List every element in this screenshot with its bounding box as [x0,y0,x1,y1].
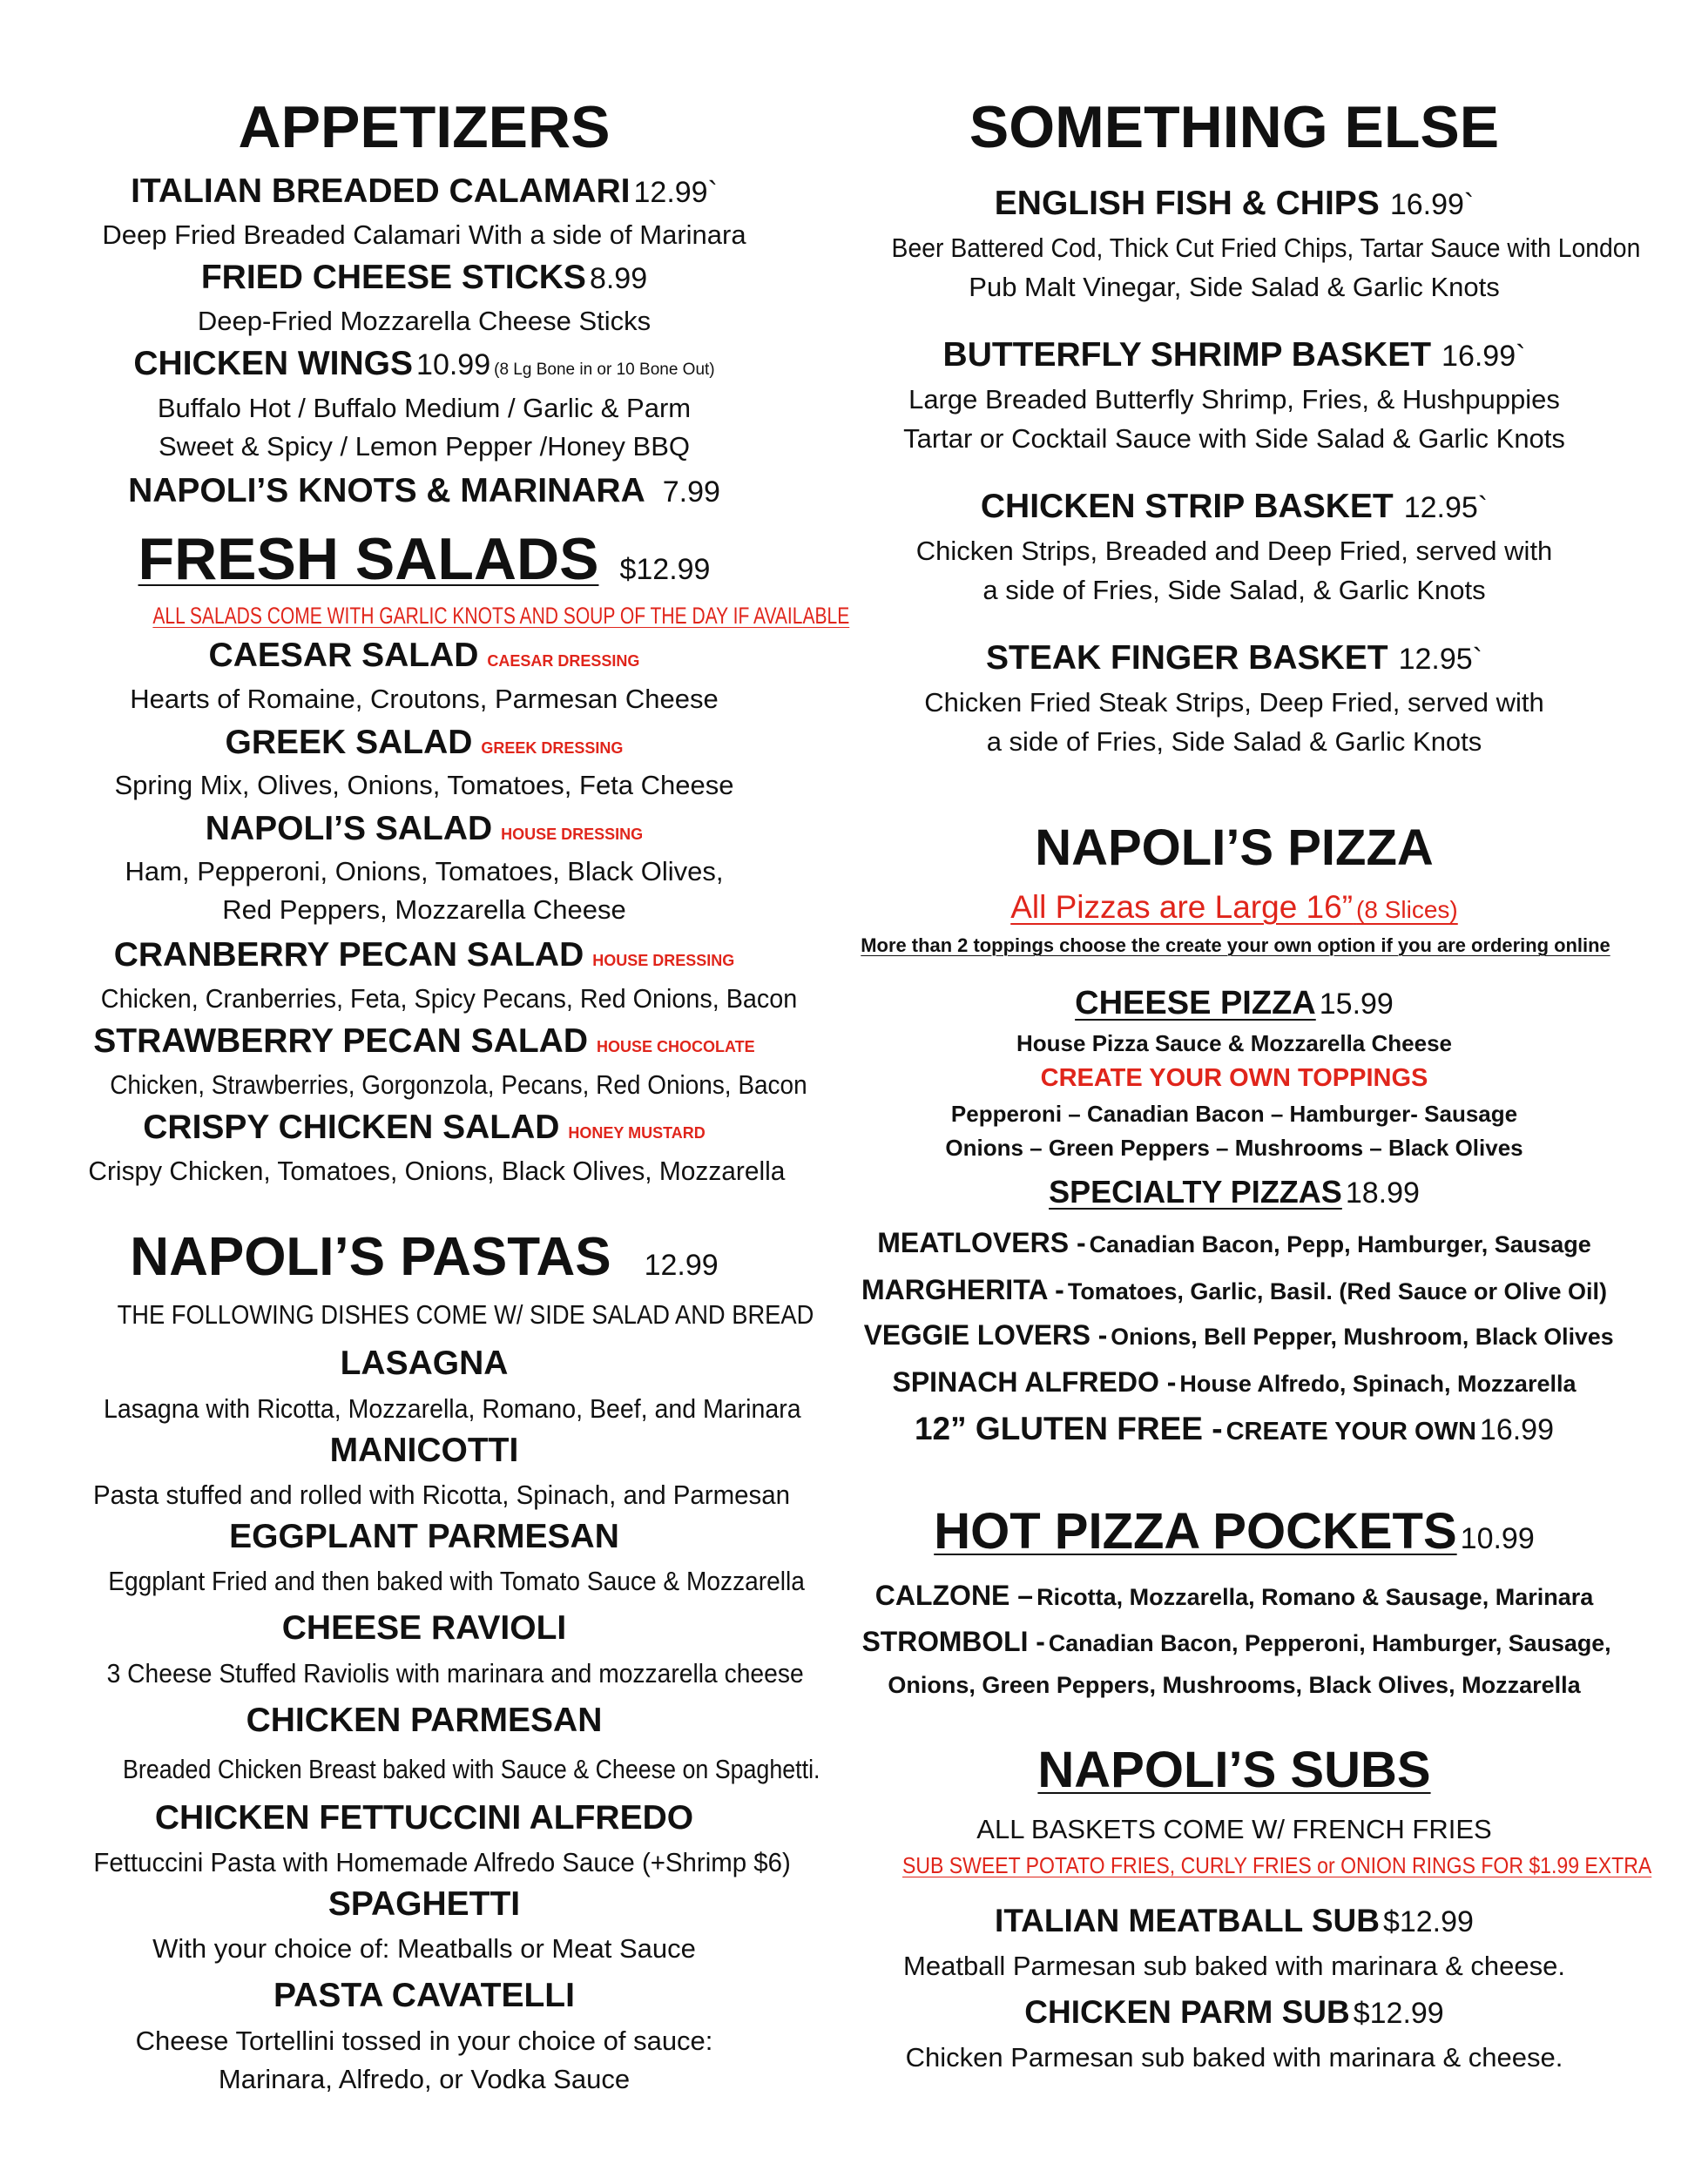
item-price: 15.99 [1319,988,1394,1021]
item-description: Large Breaded Butterfly Shrimp, Fries, & Hushpuppies [908,384,1560,415]
pastas-header [76,1227,773,1287]
toppings-list: Pepperoni – Canadian Bacon – Hamburger- Sausage [950,1101,1518,1127]
menu-item-row [860,489,1609,523]
item-name: MARGHERITA - [861,1274,1064,1305]
something-else-title: SOMETHING ELSE [969,94,1500,160]
item-description: Chicken, Strawberries, Gorgonzola, Pecans, Red Onions, Bacon [110,1069,807,1100]
item-dressing: HONEY MUSTARD [568,1124,706,1142]
item-description: Onions, Green Peppers, Mushrooms, Black Olives, Mozzarella [888,1672,1581,1698]
item-price: 16.99` [1442,340,1526,373]
salad-name-row [76,812,773,846]
item-name: CALZONE – [874,1580,1034,1611]
menu-item-cheese-sticks [76,260,773,294]
item-description: Sweet & Spicy / Lemon Pepper /Honey BBQ [159,431,690,462]
pizza-size-note [860,891,1609,923]
item-dressing: HOUSE DRESSING [592,952,735,969]
item-description: Chicken Strips, Breaded and Deep Fried, served with [915,536,1553,566]
menu-item-calamari [76,174,773,208]
item-description: Marinara, Alfredo, or Vodka Sauce [218,2064,631,2094]
item-description: a side of Fries, Side Salad & Garlic Knots [986,726,1482,757]
pizza-title: NAPOLI’S PIZZA [1035,819,1434,876]
item-dressing: GREEK DRESSING [481,739,624,757]
item-description: Ricotta, Mozzarella, Romano & Sausage, Marinara [1036,1584,1594,1610]
item-description: Spring Mix, Olives, Onions, Tomatoes, Feta Cheese [114,770,734,800]
slices-note: (8 Slices) [1356,896,1458,923]
menu-item-row [860,338,1609,372]
menu-item-row [860,641,1609,675]
menu-item-row [860,186,1609,220]
item-name: CRISPY CHICKEN SALAD [143,1109,560,1146]
pockets-title: HOT PIZZA POCKETS [934,1503,1457,1560]
item-name: CHICKEN WINGS [133,345,414,382]
item-description: Chicken Parmesan sub baked with marinara & cheese. [905,2042,1563,2073]
item-price: 12.99` [633,176,718,209]
item-name: CAESAR SALAD [208,637,479,674]
calzone-row [860,1581,1609,1609]
item-description: CREATE YOUR OWN [1225,1418,1476,1446]
item-description: a side of Fries, Side Salad, & Garlic Knots [982,575,1486,605]
item-description: Chicken, Cranberries, Feta, Spicy Pecans, Red Onions, Bacon [100,983,798,1014]
item-name: CHEESE PIZZA [1075,985,1316,1021]
item-description: Ham, Pepperoni, Onions, Tomatoes, Black Olives, [125,856,724,886]
item-name: STROMBOLI - [861,1626,1045,1657]
appetizers-title: APPETIZERS [238,94,611,160]
item-description: Red Peppers, Mozzarella Cheese [222,894,626,925]
item-name: FRIED CHEESE STICKS [200,259,586,296]
specialty-item [860,1368,1609,1396]
item-description: Fettuccini Pasta with Homemade Alfredo Sauce (+Shrimp $6) [93,1847,791,1877]
item-name: EGGPLANT PARMESAN [229,1518,619,1555]
item-description: Canadian Bacon, Pepperoni, Hamburger, Sausage, [1048,1630,1611,1656]
item-name: ITALIAN MEATBALL SUB [995,1903,1380,1938]
item-price: 18.99 [1345,1176,1420,1210]
specialty-pizzas-row [860,1176,1609,1208]
item-description: With your choice of: Meatballs or Meat Sauce [152,1933,696,1964]
item-dressing: HOUSE DRESSING [501,826,644,843]
toppings-list: Onions – Green Peppers – Mushrooms – Black Olives [945,1135,1523,1161]
item-price: 16.99 [1479,1413,1555,1446]
item-description: Cheese Tortellini tossed in your choice of sauce: [135,2026,713,2056]
subs-title: NAPOLI’S SUBS [1037,1742,1431,1798]
item-description: Chicken Fried Steak Strips, Deep Fried, served with [924,687,1544,718]
salad-name-row [76,938,773,972]
item-price: 12.95` [1398,643,1482,676]
item-description: House Alfredo, Spinach, Mozzarella [1179,1371,1577,1397]
item-name: VEGGIE LOVERS - [863,1319,1108,1351]
subs-red-note: SUB SWEET POTATO FRIES, CURLY FRIES or ONION RINGS FOR $1.99 EXTRA [902,1852,1652,1878]
menu-item-row [860,1996,1609,2028]
item-name: SPECIALTY PIZZAS [1049,1174,1342,1210]
specialty-item [863,1319,1614,1351]
item-description: Pasta stuffed and rolled with Ricotta, Spinach, and Parmesan [93,1480,790,1510]
item-description: Beer Battered Cod, Thick Cut Fried Chips, Tartar Sauce with London [891,233,1641,263]
item-price: 16.99` [1389,188,1475,221]
item-description: Deep-Fried Mozzarella Cheese Sticks [197,306,652,336]
menu-item-wings [76,347,773,381]
item-name: CRANBERRY PECAN SALAD [113,936,584,974]
salads-price: $12.99 [619,553,711,586]
item-note: (8 Lg Bone in or 10 Bone Out) [494,361,715,379]
salads-title: FRESH SALADS [138,526,599,592]
salad-name-row [76,638,773,672]
specialty-item [860,1229,1609,1257]
salad-name-row [76,725,773,759]
item-name: 12” GLUTEN FREE - [914,1411,1223,1446]
item-name: CHICKEN PARM SUB [1024,1994,1350,2030]
cheese-pizza-row [860,987,1609,1020]
item-name: SPAGHETTI [327,1885,521,1923]
specialty-item [860,1276,1609,1304]
toppings-note: More than 2 toppings choose the create your own option if you are ordering online [861,934,1610,956]
create-your-own-title: CREATE YOUR OWN TOPPINGS [1040,1064,1428,1092]
salads-note: ALL SALADS COME WITH GARLIC KNOTS AND SOUP OF THE DAY IF AVAILABLE [152,603,850,629]
item-price: 12.95` [1403,491,1489,524]
menu-item-row [860,1904,1609,1937]
item-description: Eggplant Fried and then baked with Tomato Sauce & Mozzarella [108,1566,805,1596]
item-price: 8.99 [589,262,648,295]
pastas-title: NAPOLI’S PASTAS [130,1227,611,1287]
item-description: House Pizza Sauce & Mozzarella Cheese [1016,1030,1452,1056]
item-name: LASAGNA [340,1345,509,1382]
item-name: ITALIAN BREADED CALAMARI [131,172,631,210]
item-dressing: CAESAR DRESSING [487,652,640,670]
large-note: All Pizzas are Large 16” [1010,889,1354,925]
salads-header [76,526,773,592]
item-name: GREEK SALAD [225,724,473,761]
item-price: $12.99 [1382,1905,1474,1938]
item-name: NAPOLI’S KNOTS & MARINARA [128,472,645,509]
item-name: CHEESE RAVIOLI [281,1609,567,1647]
item-description: Canadian Bacon, Pepp, Hamburger, Sausage [1089,1231,1591,1257]
item-description: Tartar or Cocktail Sauce with Side Salad & Garlic Knots [903,423,1565,454]
item-name: STRAWBERRY PECAN SALAD [93,1022,589,1060]
item-description: Deep Fried Breaded Calamari With a side of Marinara [102,219,746,250]
item-name: STEAK FINGER BASKET [986,639,1388,677]
item-description: Lasagna with Ricotta, Mozzarella, Romano, Beef, and Marinara [104,1393,801,1424]
pockets-header [860,1503,1609,1560]
pastas-note: THE FOLLOWING DISHES COME W/ SIDE SALAD AND BREAD [117,1299,814,1330]
item-description: Pub Malt Vinegar, Side Salad & Garlic Knots [969,272,1500,302]
item-description: Crispy Chicken, Tomatoes, Onions, Black Olives, Mozzarella [88,1156,786,1186]
item-name: CHICKEN FETTUCCINI ALFREDO [154,1799,694,1837]
item-description: Hearts of Romaine, Croutons, Parmesan Cheese [130,684,719,714]
pastas-price: 12.99 [644,1249,719,1282]
stromboli-row [861,1626,1611,1657]
salad-name-row [76,1110,773,1144]
item-name: BUTTERFLY SHRIMP BASKET [942,336,1432,374]
item-price: $12.99 [1353,1997,1444,2030]
pockets-price: 10.99 [1460,1522,1535,1555]
salad-name-row [76,1024,773,1058]
gluten-free-row [860,1412,1609,1445]
item-name: MANICOTTI [329,1432,519,1469]
item-name: ENGLISH FISH & CHIPS [994,185,1380,222]
item-description: Breaded Chicken Breast baked with Sauce & Cheese on Spaghetti. [123,1754,820,1784]
item-description: Tomatoes, Garlic, Basil. (Red Sauce or Olive Oil) [1067,1278,1608,1304]
menu-item-knots [76,474,773,508]
item-name: CHICKEN PARMESAN [246,1702,603,1739]
subs-note: ALL BASKETS COME W/ FRENCH FRIES [976,1814,1492,1844]
item-description: Buffalo Hot / Buffalo Medium / Garlic & Parm [157,393,692,423]
item-name: NAPOLI’S SALAD [205,810,493,847]
item-description: Onions, Bell Pepper, Mushroom, Black Olives [1111,1324,1614,1350]
item-description: 3 Cheese Stuffed Raviolis with marinara and mozzarella cheese [106,1658,804,1689]
item-dressing: HOUSE CHOCOLATE [597,1038,755,1055]
item-name: PASTA CAVATELLI [273,1977,575,2014]
item-name: CHICKEN STRIP BASKET [980,488,1394,525]
item-description: Meatball Parmesan sub baked with marinara & cheese. [903,1951,1565,1981]
item-price: 10.99 [416,348,491,381]
item-name: MEATLOVERS - [877,1227,1086,1258]
item-name: SPINACH ALFREDO - [892,1366,1177,1398]
item-price: 7.99 [662,475,720,509]
